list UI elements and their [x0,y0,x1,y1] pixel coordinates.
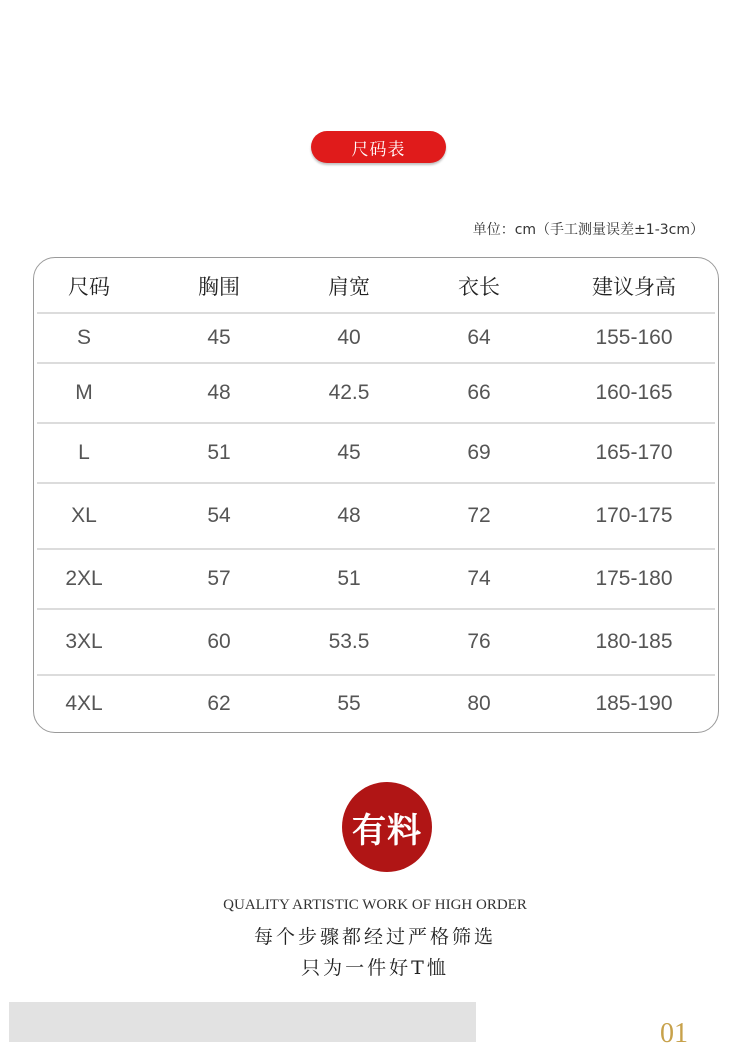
cell-length: 80 [467,692,491,715]
cell-size: 2XL [65,567,103,590]
seal-badge [342,782,432,872]
seal-text: 有料 [352,810,422,851]
cell-chest: 54 [207,504,231,527]
cell-chest: 51 [207,441,231,464]
table-header-row [34,258,718,313]
slogan-line-2: 只为一件好T恤 [301,957,449,979]
table-row [34,675,718,733]
table-row [34,609,718,675]
cell-length: 69 [467,441,491,464]
cell-shoulder: 51 [337,567,361,590]
cell-height: 185-190 [595,692,673,715]
header-shoulder: 肩宽 [328,274,370,299]
cell-shoulder: 53.5 [328,630,370,653]
cell-height: 160-165 [595,381,673,404]
cell-chest: 60 [207,630,231,653]
cell-height: 165-170 [595,441,673,464]
cell-shoulder: 45 [337,441,361,464]
top-banner-cropped [0,0,750,20]
size-table [33,257,719,733]
size-chart-title: 尺码表 [351,139,406,160]
table-row [34,363,718,423]
cell-height: 180-185 [595,630,673,653]
cell-chest: 62 [207,692,231,715]
cell-chest: 48 [207,381,231,404]
cell-shoulder: 55 [337,692,361,715]
cell-size: XL [71,504,97,527]
product-photo [9,1002,476,1042]
cell-height: 170-175 [595,504,673,527]
cell-size: L [78,441,90,464]
cell-length: 74 [467,567,491,590]
header-length: 衣长 [458,274,500,299]
cell-height: 155-160 [595,326,673,349]
cell-shoulder: 42.5 [328,381,370,404]
cell-length: 76 [467,630,491,653]
header-size: 尺码 [68,274,110,299]
slogan-line-1: 每个步骤都经过严格筛选 [253,926,496,948]
cell-size: S [76,326,91,349]
cell-shoulder: 48 [337,504,361,527]
cell-length: 72 [467,504,491,527]
slogan-english: QUALITY ARTISTIC WORK OF HIGH ORDER [223,897,527,913]
cropped-heading-left [70,0,80,19]
cell-height: 175-180 [595,567,673,590]
cell-chest: 57 [207,567,231,590]
cell-length: 66 [467,381,491,404]
table-row [34,423,718,483]
cell-shoulder: 40 [337,326,361,349]
header-chest: 胸围 [198,274,240,299]
cell-length: 64 [467,326,491,349]
cell-size: 3XL [65,630,103,653]
cell-chest: 45 [207,326,231,349]
header-height: 建议身高 [592,274,676,299]
table-row [34,313,718,363]
size-chart-title-badge [311,131,446,163]
table-row [34,483,718,549]
table-row [34,549,718,609]
cell-size: 4XL [65,692,103,715]
section-number: 01 [660,1018,688,1049]
unit-note: 单位：cm（手工测量误差±1-3cm） [472,222,704,238]
cell-size: M [75,381,93,404]
